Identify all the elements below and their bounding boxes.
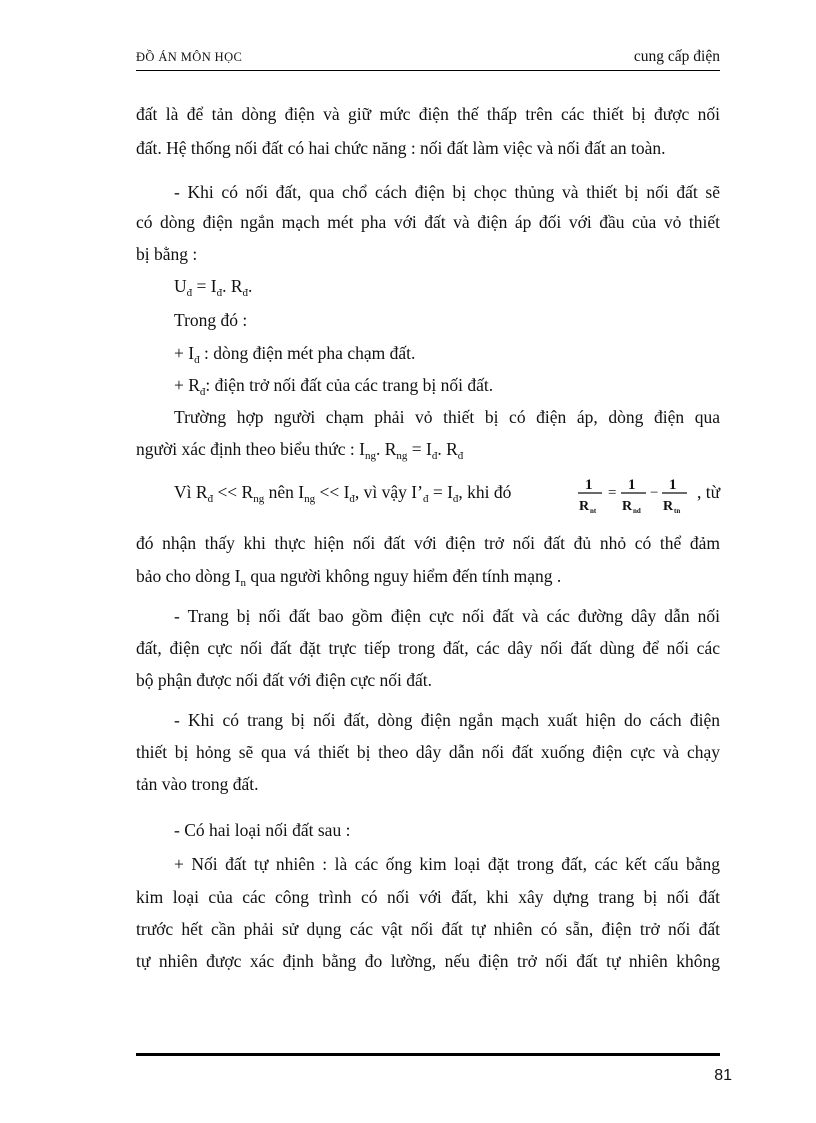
text-line: có dòng điện ngắn mạch mét pha với đất và điện áp đối với đầu của vỏ thiết [136,212,720,232]
text-line: - Khi có trang bị nối đất, dòng điện ngắn mạch xuất hiện do cách điện [174,710,720,730]
text-line: tản vào trong đất. [136,774,259,794]
text-line-tail: , từ [697,482,721,502]
text-line: đất, điện cực nối đất đặt trực tiếp trong đất, các dây nối đất dùng để nối các [136,638,720,658]
fraction-denominator: R [579,499,590,514]
fraction-numerator: 1 [669,477,677,493]
text-line: - Trang bị nối đất bao gồm điện cực nối đất và các đường dây dẫn nối [174,606,720,626]
fraction-denominator: R [622,499,633,514]
text-line: bị bằng : [136,244,198,264]
text-line: bộ phận được nối đất với điện cực nối đất. [136,670,433,690]
page-header [136,50,720,70]
text-line: trước hết cần phải sử dụng các vật nối đất tự nhiên có sẵn, điện trở nối đất [136,919,720,939]
text-line: đất là để tản dòng điện và giữ mức điện thế thấp trên các thiết bị được nối [136,104,720,124]
header-divider [136,70,720,71]
fraction-subscript: nt [590,507,597,515]
text-line-condition: Vì $R_đ << R_{ng}$ nên $I_{ng} << I_đ$, vì vậy $I’_đ = I_đ$, khi đó [174,482,512,505]
minus-sign: − [650,485,659,501]
formula-person-current: người xác định theo biểu thức : $I_{ng}$. $R_{ng} = I_đ$. $R_đ$ [136,439,464,462]
header-subject: cung cấp điện [633,48,720,65]
resistance-fraction-equation [576,472,696,516]
fraction-numerator: 1 [628,477,636,493]
header-course-title: ĐỒ ÁN MÔN HỌC [136,50,243,64]
text-line: Trường hợp người chạm phải vỏ thiết bị có điện áp, dòng điện qua [174,407,720,427]
fraction-denominator: R [663,499,674,514]
fraction-numerator: 1 [585,477,593,493]
text-line: đất. Hệ thống nối đất có hai chức năng : nối đất làm việc và nối đất an toàn. [136,138,666,158]
definition-resistance: + $R_đ$: điện trở nối đất của các trang bị nối đất. [174,375,494,398]
text-line: kim loại của các công trình có nối với đất, khi xây dựng trang bị nối đất [136,887,720,907]
text-line: bảo cho dòng $I_n$ qua người không nguy hiểm đến tính mạng . [136,566,562,589]
equals-sign: = [608,485,617,501]
text-line: - Có hai loại nối đất sau : [174,820,351,840]
text-line: thiết bị hỏng sẽ qua vá thiết bị theo dây dẫn nối đất xuống điện cực và chạy [136,742,720,762]
text-line: đó nhận thấy khi thực hiện nối đất với điện trở nối đất đủ nhỏ có thể đảm [136,533,720,553]
text-line: Trong đó : [174,310,248,330]
definition-current: + $I_đ$ : dòng điện mét pha chạm đất. [174,343,416,366]
text-line: tự nhiên được xác định bằng đo lường, nếu điện trở nối đất tự nhiên không [136,951,720,971]
text-line: + Nối đất tự nhiên : là các ống kim loại đặt trong đất, các kết cấu bằng [174,854,720,874]
formula-voltage: $U_đ = I_đ$. $R_đ$. [174,276,253,299]
footer-divider [136,1053,720,1056]
page-number: 81 [714,1067,732,1084]
fraction-subscript: nd [633,507,641,515]
text-line: - Khi có nối đất, qua chổ cách điện bị chọc thủng và thiết bị nối đất sẽ [174,182,720,202]
fraction-subscript: tn [674,507,681,515]
